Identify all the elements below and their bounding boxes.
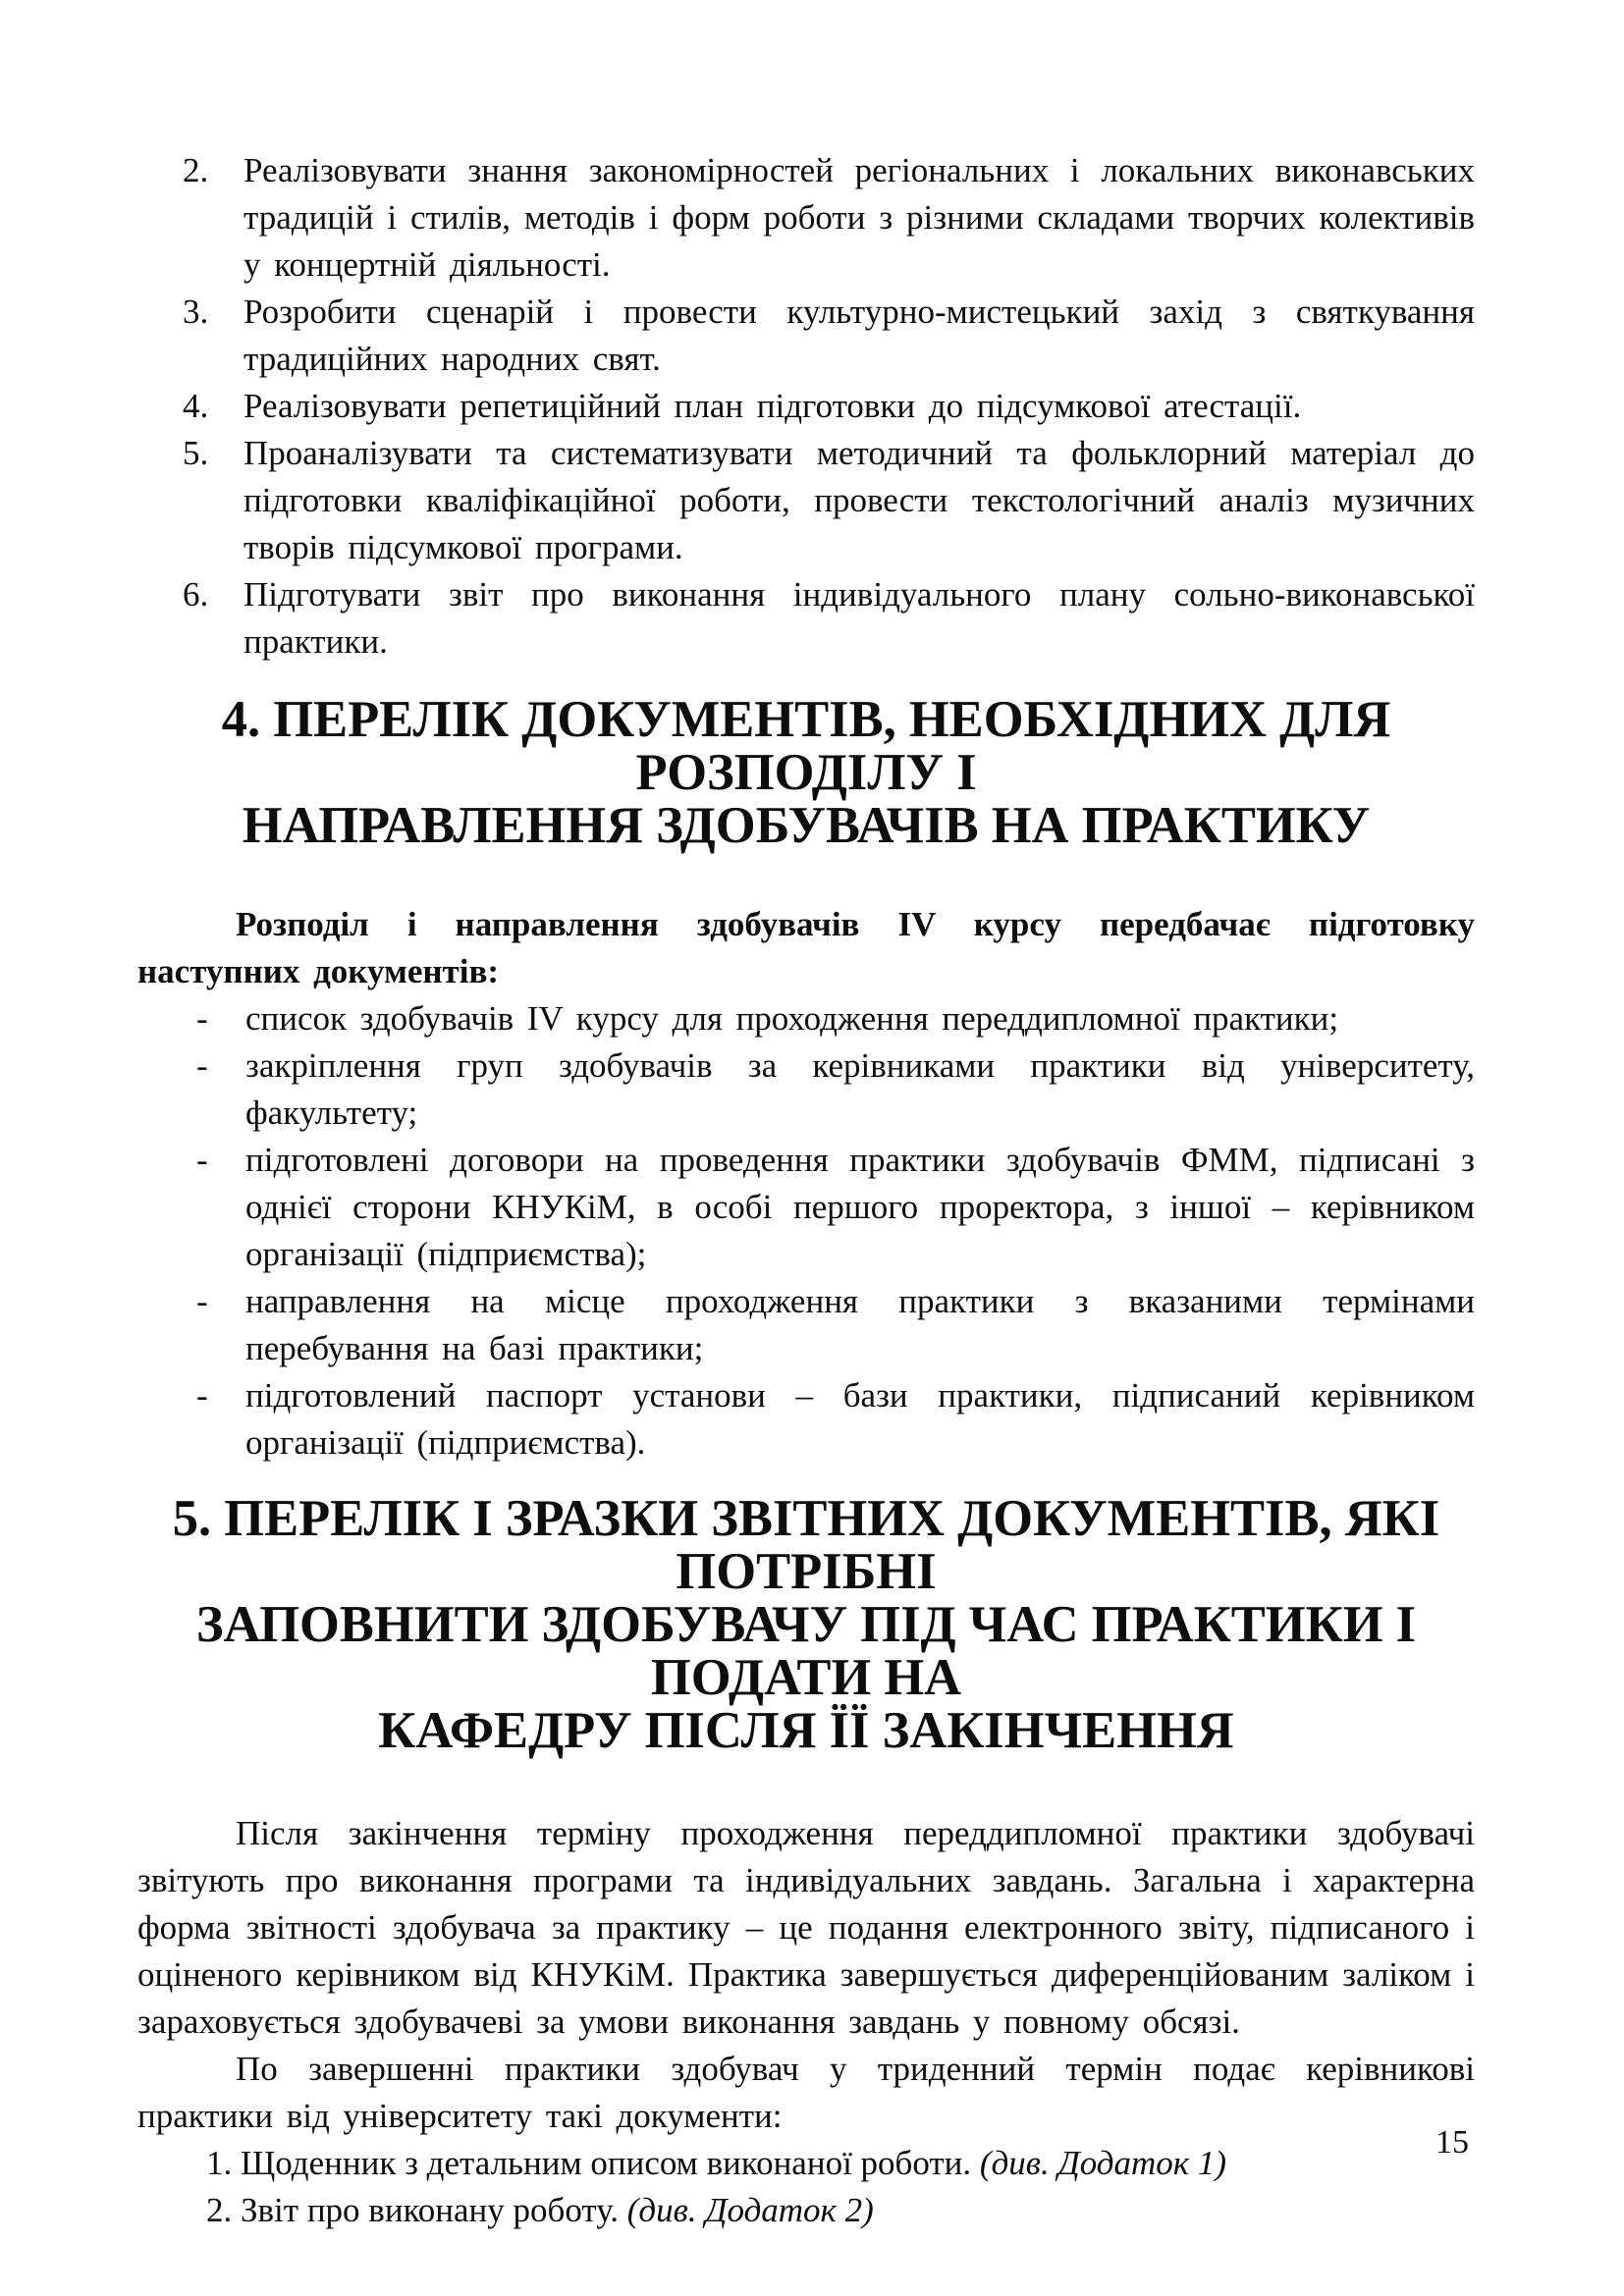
- task-item-number: 4.: [183, 387, 209, 425]
- heading-line: ЗАПОВНИТИ ЗДОБУВАЧУ ПІД ЧАС ПРАКТИКИ І ПОДАТИ НА: [195, 1596, 1417, 1706]
- dash-bullet-marker: -: [196, 1046, 208, 1085]
- document-list-item: [137, 2140, 1475, 2187]
- bullet-item: [137, 1042, 1475, 1137]
- section-4-intro: Розподіл і направлення здобувачів IV курсу передбачає підготовку наступних документів:: [137, 905, 1475, 990]
- bullet-item: [137, 995, 1475, 1042]
- task-item: [137, 571, 1475, 666]
- task-item-text: Реалізовувати репетиційний план підготовки до підсумкової атестації.: [244, 387, 1302, 425]
- heading-line: 4. ПЕРЕЛІК ДОКУМЕНТІВ, НЕОБХІДНИХ ДЛЯ РОЗПОДІЛУ І: [221, 691, 1391, 801]
- document-list-item: [137, 2187, 1475, 2234]
- dash-bullet-marker: -: [196, 1141, 208, 1179]
- bullet-item-text: направлення на місце проходження практики з вказаними термінами перебування на базі практики;: [245, 1282, 1475, 1367]
- task-item: [137, 147, 1475, 289]
- page-number: 15: [1435, 2124, 1469, 2161]
- bullet-item: [137, 1372, 1475, 1467]
- dash-bullet-marker: -: [196, 999, 208, 1038]
- document-item-appendix-note: (див. Додаток 1): [979, 2144, 1227, 2182]
- task-item-number: 6.: [183, 575, 209, 614]
- report-documents-list: [137, 2140, 1475, 2234]
- bullet-item-text: закріплення груп здобувачів за керівниками практики від університету, факультету;: [245, 1046, 1475, 1132]
- numbered-task-list: [137, 147, 1475, 666]
- bullet-item-text: підготовлений паспорт установи – бази практики, підписаний керівником організації (підприємства).: [245, 1376, 1475, 1462]
- document-item-number: 1.: [206, 2144, 233, 2182]
- task-item-number: 3.: [183, 293, 209, 331]
- report-paragraph-2: По завершенні практики здобувач у триденний термін подає керівникові практики від університету такі документи:: [137, 2050, 1475, 2135]
- task-item-text: Реалізовувати знання закономірностей регіональних і локальних виконавських традицій і стилів, методів і форм роботи з різними складами творчих колективів у концертній діяльності.: [244, 151, 1475, 284]
- document-item-text: Щоденник з детальним описом виконаної роботи.: [241, 2144, 972, 2182]
- bullet-item-text: список здобувачів IV курсу для проходження переддипломної практики;: [245, 999, 1339, 1038]
- dash-bullet-marker: -: [196, 1282, 208, 1320]
- document-item-text: Звіт про виконану роботу.: [241, 2191, 619, 2229]
- document-item-appendix-note: (див. Додаток 2): [626, 2191, 874, 2229]
- bullet-item-text: підготовлені договори на проведення практики здобувачів ФММ, підписані з однієї сторони КНУКіМ, в особі першого проректора, з іншої – керівником організації (підприємства);: [245, 1141, 1475, 1273]
- heading-line: КАФЕДРУ ПІСЛЯ ЇЇ ЗАКІНЧЕННЯ: [378, 1702, 1234, 1759]
- task-item: [137, 383, 1475, 430]
- documents-requirements-list: [137, 995, 1475, 1467]
- section-4-heading: [137, 693, 1475, 852]
- task-item-text: Розробити сценарій і провести культурно-мистецький захід з святкування традиційних народних свят.: [244, 293, 1475, 378]
- task-item: [137, 430, 1475, 571]
- task-item-number: 5.: [183, 434, 209, 472]
- bullet-item: [137, 1137, 1475, 1278]
- section-5-heading: [137, 1492, 1475, 1757]
- heading-line: НАПРАВЛЕННЯ ЗДОБУВАЧІВ НА ПРАКТИКУ: [242, 797, 1371, 854]
- task-item-number: 2.: [183, 151, 209, 189]
- bullet-item: [137, 1278, 1475, 1372]
- document-item-number: 2.: [206, 2191, 233, 2229]
- task-item: [137, 289, 1475, 383]
- report-paragraph-1: Після закінчення терміну проходження переддипломної практики здобувачі звітують про виконання програми та індивідуальних завдань. Загальна і характерна форма звітності здобувача за практику – це подання електронного звіту, підписаного і оціненого керівником від КНУКіМ. Практика завершується диференційованим заліком і зараховується здобувачеві за умови виконання завдань у повному обсязі.: [137, 1814, 1475, 2041]
- dash-bullet-marker: -: [196, 1376, 208, 1415]
- heading-line: 5. ПЕРЕЛІК І ЗРАЗКИ ЗВІТНИХ ДОКУМЕНТІВ, ЯКІ ПОТРІБНІ: [172, 1490, 1440, 1600]
- task-item-text: Підготувати звіт про виконання індивідуального плану сольно-виконавської практики.: [244, 575, 1475, 661]
- task-item-text: Проаналізувати та систематизувати методичний та фольклорний матеріал до підготовки кваліфікаційної роботи, провести текстологічний аналіз музичних творів підсумкової програми.: [244, 434, 1475, 566]
